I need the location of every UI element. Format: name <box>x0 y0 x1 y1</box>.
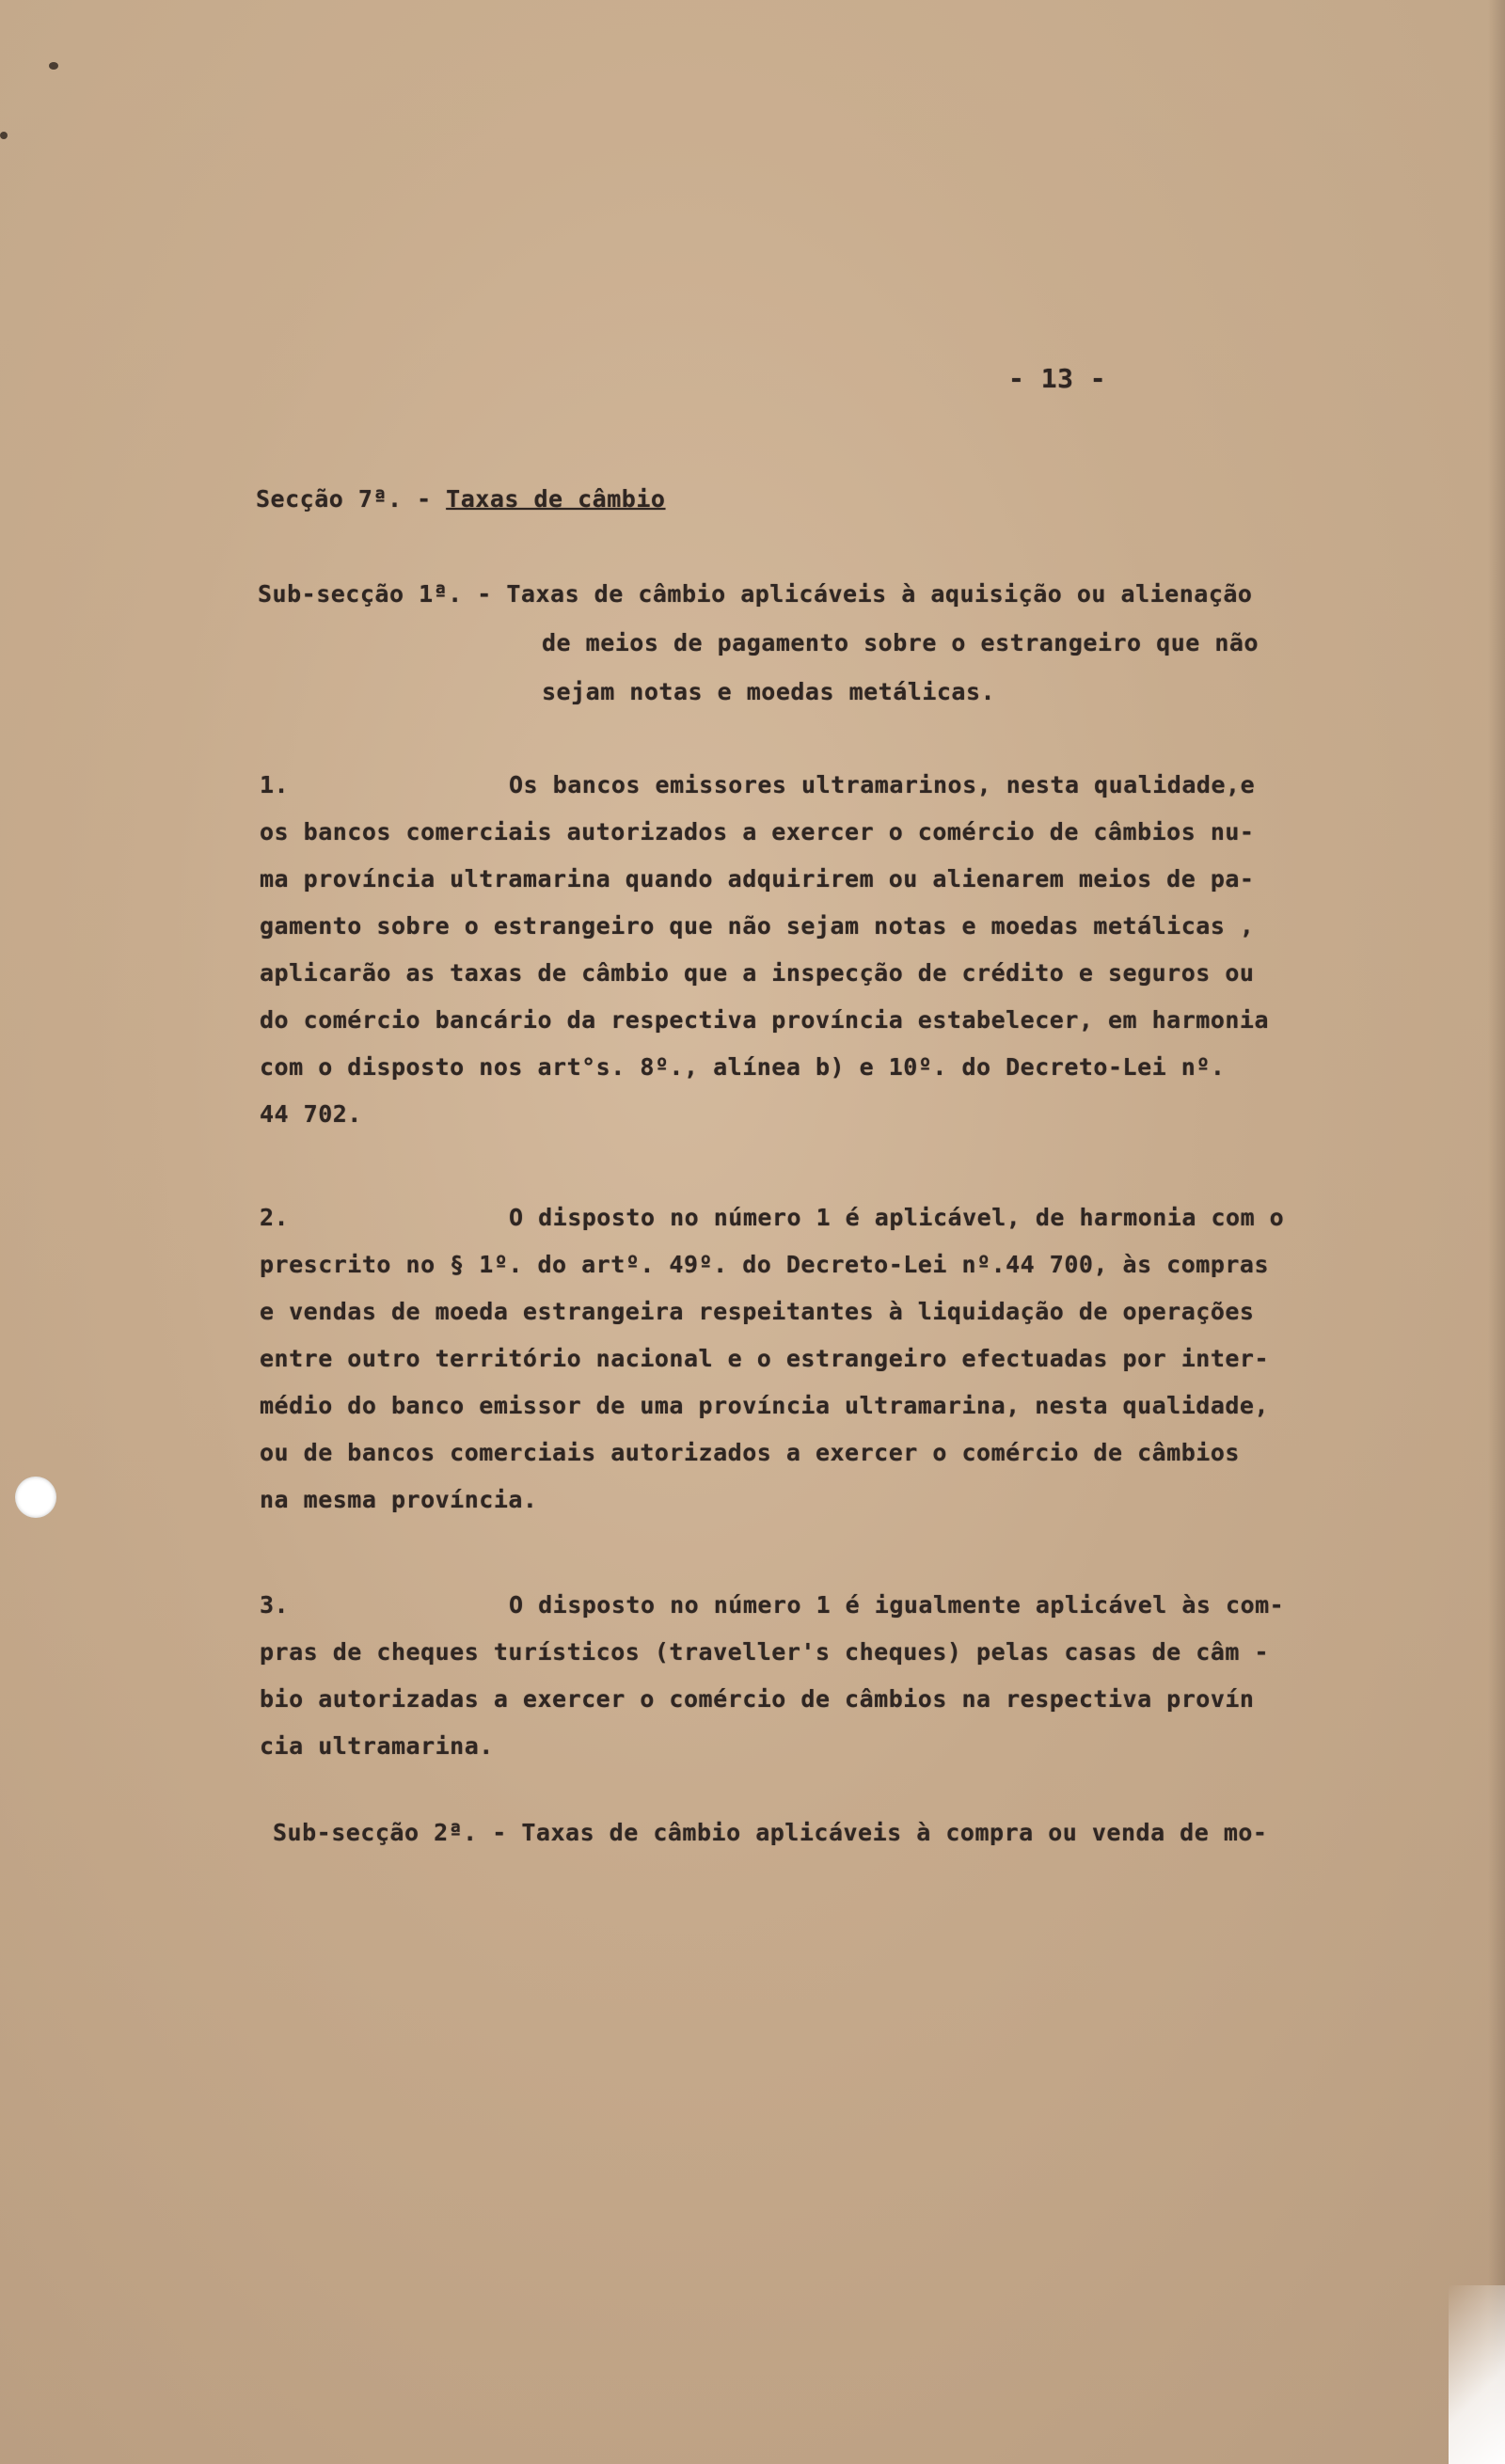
paragraph-text: O disposto no número 1 é aplicável, de harmonia com o <box>509 1204 1285 1231</box>
section-title: Taxas de câmbio <box>446 485 666 513</box>
paragraph-line: cia ultramarina. <box>260 1732 494 1760</box>
paragraph-line: do comércio bancário da respectiva província estabelecer, em harmonia <box>260 1006 1270 1034</box>
paragraph-number: 1. <box>260 771 290 798</box>
punch-hole <box>15 1477 56 1518</box>
paragraph-line: gamento sobre o estrangeiro que não sejam notas e moedas metálicas , <box>260 912 1255 940</box>
paragraph-line <box>260 1194 1407 1241</box>
paragraph-line: e vendas de moeda estrangeira respeitantes à liquidação de operações <box>260 1298 1255 1325</box>
subsection-1-line: Sub-secção 1ª. - Taxas de câmbio aplicáveis à aquisição ou alienação <box>258 580 1253 608</box>
subsection-2-title: Sub-secção 2ª. - Taxas de câmbio aplicáveis à compra ou venda de mo- <box>273 1819 1268 1846</box>
paragraph-line: 44 702. <box>260 1100 362 1128</box>
ink-speck <box>49 62 58 70</box>
paper-corner-fold <box>1449 2285 1505 2464</box>
section-heading <box>256 485 665 513</box>
paragraph-3 <box>260 1582 1407 1770</box>
paragraph-line: prescrito no § 1º. do artº. 49º. do Decreto-Lei nº.44 700, às compras <box>260 1251 1270 1278</box>
paragraph-text: Os bancos emissores ultramarinos, nesta qualidade,e <box>509 771 1256 798</box>
section-prefix: Secção 7ª. - <box>256 485 447 513</box>
paragraph-line: médio do banco emissor de uma província ultramarina, nesta qualidade, <box>260 1392 1270 1419</box>
paragraph-line: ou de bancos comerciais autorizados a exercer o comércio de câmbios <box>260 1439 1240 1466</box>
subsection-1-line: sejam notas e moedas metálicas. <box>542 678 996 705</box>
paragraph-number: 3. <box>260 1591 290 1619</box>
paragraph-1 <box>260 762 1407 1138</box>
paragraph-number: 2. <box>260 1204 290 1231</box>
paragraph-text: O disposto no número 1 é igualmente aplicável às com- <box>509 1591 1285 1619</box>
page-number: - 13 - <box>1008 363 1107 394</box>
paragraph-line: os bancos comerciais autorizados a exercer o comércio de câmbios nu- <box>260 818 1255 845</box>
paragraph-2 <box>260 1194 1407 1524</box>
paragraph-line <box>260 762 1407 809</box>
paragraph-line: na mesma província. <box>260 1486 538 1513</box>
paragraph-line: bio autorizadas a exercer o comércio de câmbios na respectiva provín <box>260 1685 1255 1713</box>
paragraph-line <box>260 1582 1407 1629</box>
paragraph-line: com o disposto nos art°s. 8º., alínea b) e 10º. do Decreto-Lei nº. <box>260 1053 1226 1081</box>
subsection-1-title <box>258 570 1259 717</box>
paragraph-line: pras de cheques turísticos (traveller's cheques) pelas casas de câm - <box>260 1638 1270 1666</box>
paragraph-line: entre outro território nacional e o estrangeiro efectuadas por inter- <box>260 1345 1270 1372</box>
subsection-1-line: de meios de pagamento sobre o estrangeiro que não <box>542 629 1259 656</box>
paper-edge-shadow <box>1488 0 1505 2464</box>
paragraph-line: aplicarão as taxas de câmbio que a inspecção de crédito e seguros ou <box>260 959 1255 987</box>
ink-speck <box>0 132 8 139</box>
paragraph-line: ma província ultramarina quando adquirirem ou alienarem meios de pa- <box>260 865 1255 892</box>
